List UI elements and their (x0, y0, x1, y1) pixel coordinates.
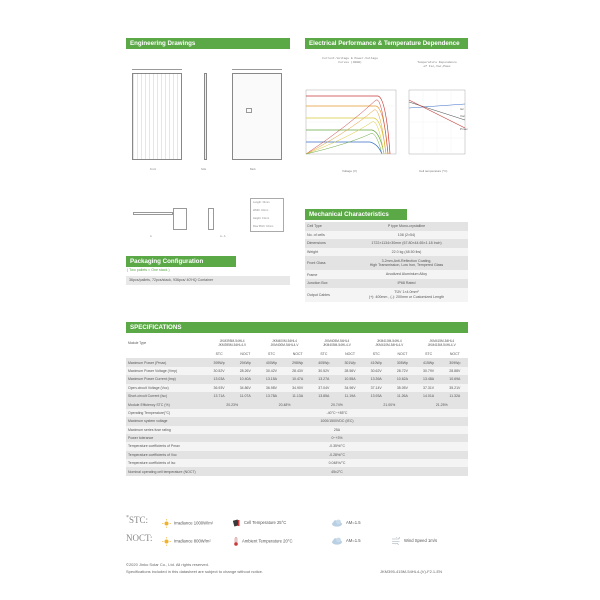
common-spec-value: 0~+3% (206, 434, 468, 442)
mechanical-key: Dimensions (305, 239, 345, 248)
spec-value: 410Wp (363, 358, 389, 366)
common-spec-row (126, 409, 468, 417)
cloud-icon (331, 537, 343, 545)
noct-column-header: NOCT (442, 350, 468, 358)
stc-asterisk: * (126, 515, 129, 521)
spec-value: 13.39A (363, 375, 389, 383)
spec-value: 30.79V (416, 367, 442, 375)
model-row (126, 336, 468, 350)
side-view (204, 73, 207, 160)
stc-column-header: STC (416, 350, 442, 358)
spec-value: 35.21V (442, 384, 468, 392)
stc-column-header: STC (311, 350, 337, 358)
model-name: JKM405M-54HL4 JKM405M-54HL4-V (311, 336, 363, 350)
footer-copyright: ©2020 Jinko Solar Co., Ltd. All rights reserved. (126, 562, 209, 567)
condition-spacer (126, 350, 206, 358)
common-spec-row (126, 451, 468, 459)
spec-value: 10.55A (337, 375, 363, 383)
mounting-hole-detail (208, 208, 214, 230)
common-spec-label: Temperature coefficients of Pmax (126, 442, 206, 450)
spec-value: 301Wp (337, 358, 363, 366)
electrical-header: Electrical Performance & Temperature Dependence (305, 38, 468, 49)
spec-value: 30.52V (311, 367, 337, 375)
model-name: JKM400M-54HL4 JKM400M-54HL4-V (258, 336, 310, 350)
noct-column-header: NOCT (337, 350, 363, 358)
spec-label: Maximum Power Voltage (Vmp) (126, 367, 206, 375)
common-spec-row (126, 467, 468, 475)
view-label-back: Back (250, 168, 256, 171)
pmax-series-label: Pmax (460, 127, 468, 131)
specifications-header: SPECIFICATIONS (126, 322, 468, 333)
mechanical-row (305, 222, 468, 231)
spec-value: 13.03A (206, 375, 232, 383)
mechanical-row (305, 288, 468, 302)
common-spec-row (126, 434, 468, 442)
spec-value: 28.72V (389, 367, 415, 375)
common-spec-row (126, 442, 468, 450)
mechanical-value: P type Mono-crystalline (345, 222, 468, 231)
spec-value: 37.31V (416, 384, 442, 392)
spec-value: 34.96V (337, 384, 363, 392)
spec-value: 13.85A (311, 392, 337, 400)
frame-profile-detail (173, 208, 187, 230)
spec-value: 10.40A (232, 375, 258, 383)
stc-air-mass: AM=1.5 (331, 519, 361, 527)
mechanical-key: Junction Box (305, 279, 345, 288)
common-spec-label: Maximum system voltage (126, 417, 206, 425)
efficiency-value: 20.48% (258, 400, 310, 408)
spec-value: 305Wp (389, 358, 415, 366)
common-spec-label: Maximum series fuse rating (126, 426, 206, 434)
temp-chart-title: Temperature Dependence of Isc,Voc,Pmax (417, 61, 457, 68)
packaging-header: Packaging Configuration (126, 256, 236, 267)
footer-document-id: JKM395-415M-54HL4-(V)-F2.1-EN (380, 569, 443, 574)
efficiency-value: 20.74% (311, 400, 363, 408)
common-spec-value: -0.35%/°C (206, 442, 468, 450)
spec-value: 30.52V (206, 367, 232, 375)
mechanical-row (305, 256, 468, 270)
spec-value: 10.69A (442, 375, 468, 383)
spec-value: 13.15A (258, 375, 284, 383)
tolerance-height: Height: ±1mm (253, 217, 270, 220)
cloud-icon (331, 519, 343, 527)
spec-value: 13.71A (206, 392, 232, 400)
efficiency-value: 21.25% (416, 400, 469, 408)
spec-value: 11.32A (442, 392, 468, 400)
spec-value: 11.26A (389, 392, 415, 400)
stc-cell-temperature: Cell Temperature 25°C (233, 519, 286, 527)
mechanical-key: Cell Type (305, 222, 345, 231)
common-spec-value: 25A (206, 426, 468, 434)
tolerance-width: Width: ±2mm (253, 209, 269, 212)
spec-value: 13.93A (363, 392, 389, 400)
back-dimension-line (232, 69, 282, 70)
spec-value: 28.88V (442, 367, 468, 375)
mechanical-key: No. of cells (305, 231, 345, 240)
wind-icon (391, 537, 401, 545)
mechanical-key: Output Cables (305, 288, 345, 302)
spec-row (126, 384, 468, 392)
detail-label-a-a: A - A (220, 235, 226, 238)
spec-value: 11.19A (337, 392, 363, 400)
spec-value: 14.01A (416, 392, 442, 400)
frame-section-detail (133, 212, 173, 215)
spec-value: 11.13A (285, 392, 311, 400)
spec-value: 405Wp (311, 358, 337, 366)
spec-row (126, 358, 468, 366)
mechanical-header: Mechanical Characteristics (305, 209, 407, 220)
top-dimension-line (132, 69, 182, 70)
mechanical-key: Front Glass (305, 256, 345, 270)
mechanical-row (305, 279, 468, 288)
stc-irradiance: Irradiance 1000W/m² (162, 519, 213, 528)
common-spec-value: -40°C~+85°C (206, 409, 468, 417)
efficiency-row (126, 400, 468, 408)
back-view (232, 73, 282, 160)
iv-chart-title: Current-Voltage & Power-Voltage Curves (400W) (322, 57, 378, 64)
spec-label: Open-circuit Voltage (Voc) (126, 384, 206, 392)
spec-value: 30.62V (363, 367, 389, 375)
common-spec-value: 45±2°C (206, 467, 468, 475)
mechanical-value: 1722×1134×30mm (67.80×44.65×1.18 Inch) (345, 239, 468, 248)
common-spec-label: Nominal operating cell temperature (NOCT) (126, 467, 206, 475)
spec-value: 36.93V (206, 384, 232, 392)
efficiency-value: 20.23% (206, 400, 258, 408)
mechanical-value: Anodized Aluminium Alloy (345, 270, 468, 279)
spec-value: 34.90V (285, 384, 311, 392)
iv-curve-chart (298, 86, 410, 176)
noct-column-header: NOCT (389, 350, 415, 358)
spec-value: 395Wp (206, 358, 232, 366)
view-label-front: Front (150, 168, 157, 171)
mechanical-key: Frame (305, 270, 345, 279)
sun-icon (162, 519, 171, 528)
model-name: JKM410M-54HL4 JKM410M-54HL4-V (363, 336, 415, 350)
spec-label: Maximum Power Current (Imp) (126, 375, 206, 383)
common-spec-label: Temperature coefficients of Voc (126, 451, 206, 459)
mechanical-value: TÜV 1×4.0mm² (+): 400mm , (-): 200mm or Customized Length (345, 288, 468, 302)
common-spec-value: 1000/1500VDC (IEC) (206, 417, 468, 425)
engineering-header: Engineering Drawings (126, 38, 290, 49)
stc-key: *STC: (126, 515, 149, 525)
spec-row (126, 367, 468, 375)
common-spec-row (126, 426, 468, 434)
mechanical-row (305, 270, 468, 279)
spec-value: 400Wp (258, 358, 284, 366)
common-spec-value: -0.28%/°C (206, 451, 468, 459)
noct-wind-speed: Wind Speed 1m/s (391, 537, 437, 545)
mechanical-value: IP68 Rated (345, 279, 468, 288)
spec-value: 28.26V (232, 367, 258, 375)
temperature-chart (405, 86, 473, 176)
spec-value: 13.27A (311, 375, 337, 383)
mechanical-row (305, 239, 468, 248)
model-name: JKM415M-54HL4 JKM415M-54HL4-V (416, 336, 469, 350)
temp-x-axis-label: Cell temperature (°C) (419, 169, 448, 173)
spec-value: 309Wp (442, 358, 468, 366)
front-view (132, 73, 182, 160)
common-spec-label: Temperature coefficients of Isc (126, 459, 206, 467)
noct-column-header: NOCT (232, 350, 258, 358)
common-spec-label: Operating Temperature(°C) (126, 409, 206, 417)
spec-value: 28.56V (337, 367, 363, 375)
common-spec-row (126, 417, 468, 425)
condition-row (126, 350, 468, 358)
spec-value: 37.04V (311, 384, 337, 392)
spec-value: 37.14V (363, 384, 389, 392)
stc-legend (126, 514, 468, 530)
spec-value: 35.05V (389, 384, 415, 392)
spec-value: 294Wp (232, 358, 258, 366)
thermometer-icon (233, 537, 239, 546)
spec-value: 28.43V (285, 367, 311, 375)
stc-column-header: STC (206, 350, 232, 358)
spec-value: 298Wp (285, 358, 311, 366)
footer-notice: Specifications included in this datasheet are subject to change without notice. (126, 569, 263, 574)
common-spec-row (126, 459, 468, 467)
tolerance-legend (250, 198, 284, 232)
spec-label: Maximum Power (Pmax) (126, 358, 206, 366)
stc-column-header: STC (363, 350, 389, 358)
spec-value: 36.98V (258, 384, 284, 392)
spec-value: 34.86V (232, 384, 258, 392)
voc-series-label: Voc (460, 114, 466, 118)
mechanical-row (305, 231, 468, 240)
stc-column-header: STC (258, 350, 284, 358)
view-label-side: Side (201, 168, 207, 171)
tolerance-length: Length: ±2mm (253, 201, 270, 204)
mechanical-value: 3.2mm,Anti-Reflection Coating, High Transmission, Low Iron, Tempered Glass (345, 256, 468, 270)
spec-value: 10.47A (285, 375, 311, 383)
specifications-table (126, 336, 468, 476)
mechanical-key: Weight (305, 248, 345, 257)
spec-value: 11.07A (232, 392, 258, 400)
iv-x-axis-label: Voltage (V) (342, 169, 357, 173)
isc-series-label: Isc (460, 107, 464, 111)
efficiency-label: Module Efficiency STC (%) (126, 400, 206, 408)
spec-value: 30.42V (258, 367, 284, 375)
noct-key: NOCT: (126, 533, 153, 543)
noct-ambient-temperature: Ambient Temperature 20°C (233, 537, 292, 546)
noct-legend (126, 532, 468, 548)
spec-value: 10.62A (389, 375, 415, 383)
mechanical-value: 22.0 kg (48.50 lbs) (345, 248, 468, 257)
detail-label-a: A (150, 235, 152, 238)
noct-column-header: NOCT (285, 350, 311, 358)
noct-irradiance: Irradiance 800W/m² (162, 537, 211, 546)
junction-box-mark (246, 108, 252, 113)
spec-label: Short-circuit Current (Isc) (126, 392, 206, 400)
spec-value: 415Wp (416, 358, 442, 366)
packaging-details: 36pcs/pallets, 72pcs/stack, 936pcs/ 40'HQ Container (126, 276, 290, 285)
sun-icon (162, 537, 171, 546)
mechanical-value: 108 (2×54) (345, 231, 468, 240)
mechanical-table (305, 222, 468, 302)
common-spec-label: Power tolerance (126, 434, 206, 442)
efficiency-value: 21.00% (363, 400, 415, 408)
packaging-subtitle: ( Two pallets = One stack ) (127, 268, 170, 272)
common-spec-value: 0.048%/°C (206, 459, 468, 467)
tolerance-row-pitch: Row Pitch: ±2mm (253, 225, 274, 228)
cell-temperature-icon (233, 519, 241, 527)
spec-row (126, 392, 468, 400)
noct-air-mass: AM=1.5 (331, 537, 361, 545)
spec-row (126, 375, 468, 383)
spec-value: 13.48A (416, 375, 442, 383)
model-label: Module Type (126, 336, 206, 350)
spec-value: 13.78A (258, 392, 284, 400)
mechanical-row (305, 248, 468, 257)
model-name: JKM395M-54HL4 JKM395M-54HL4-V (206, 336, 258, 350)
